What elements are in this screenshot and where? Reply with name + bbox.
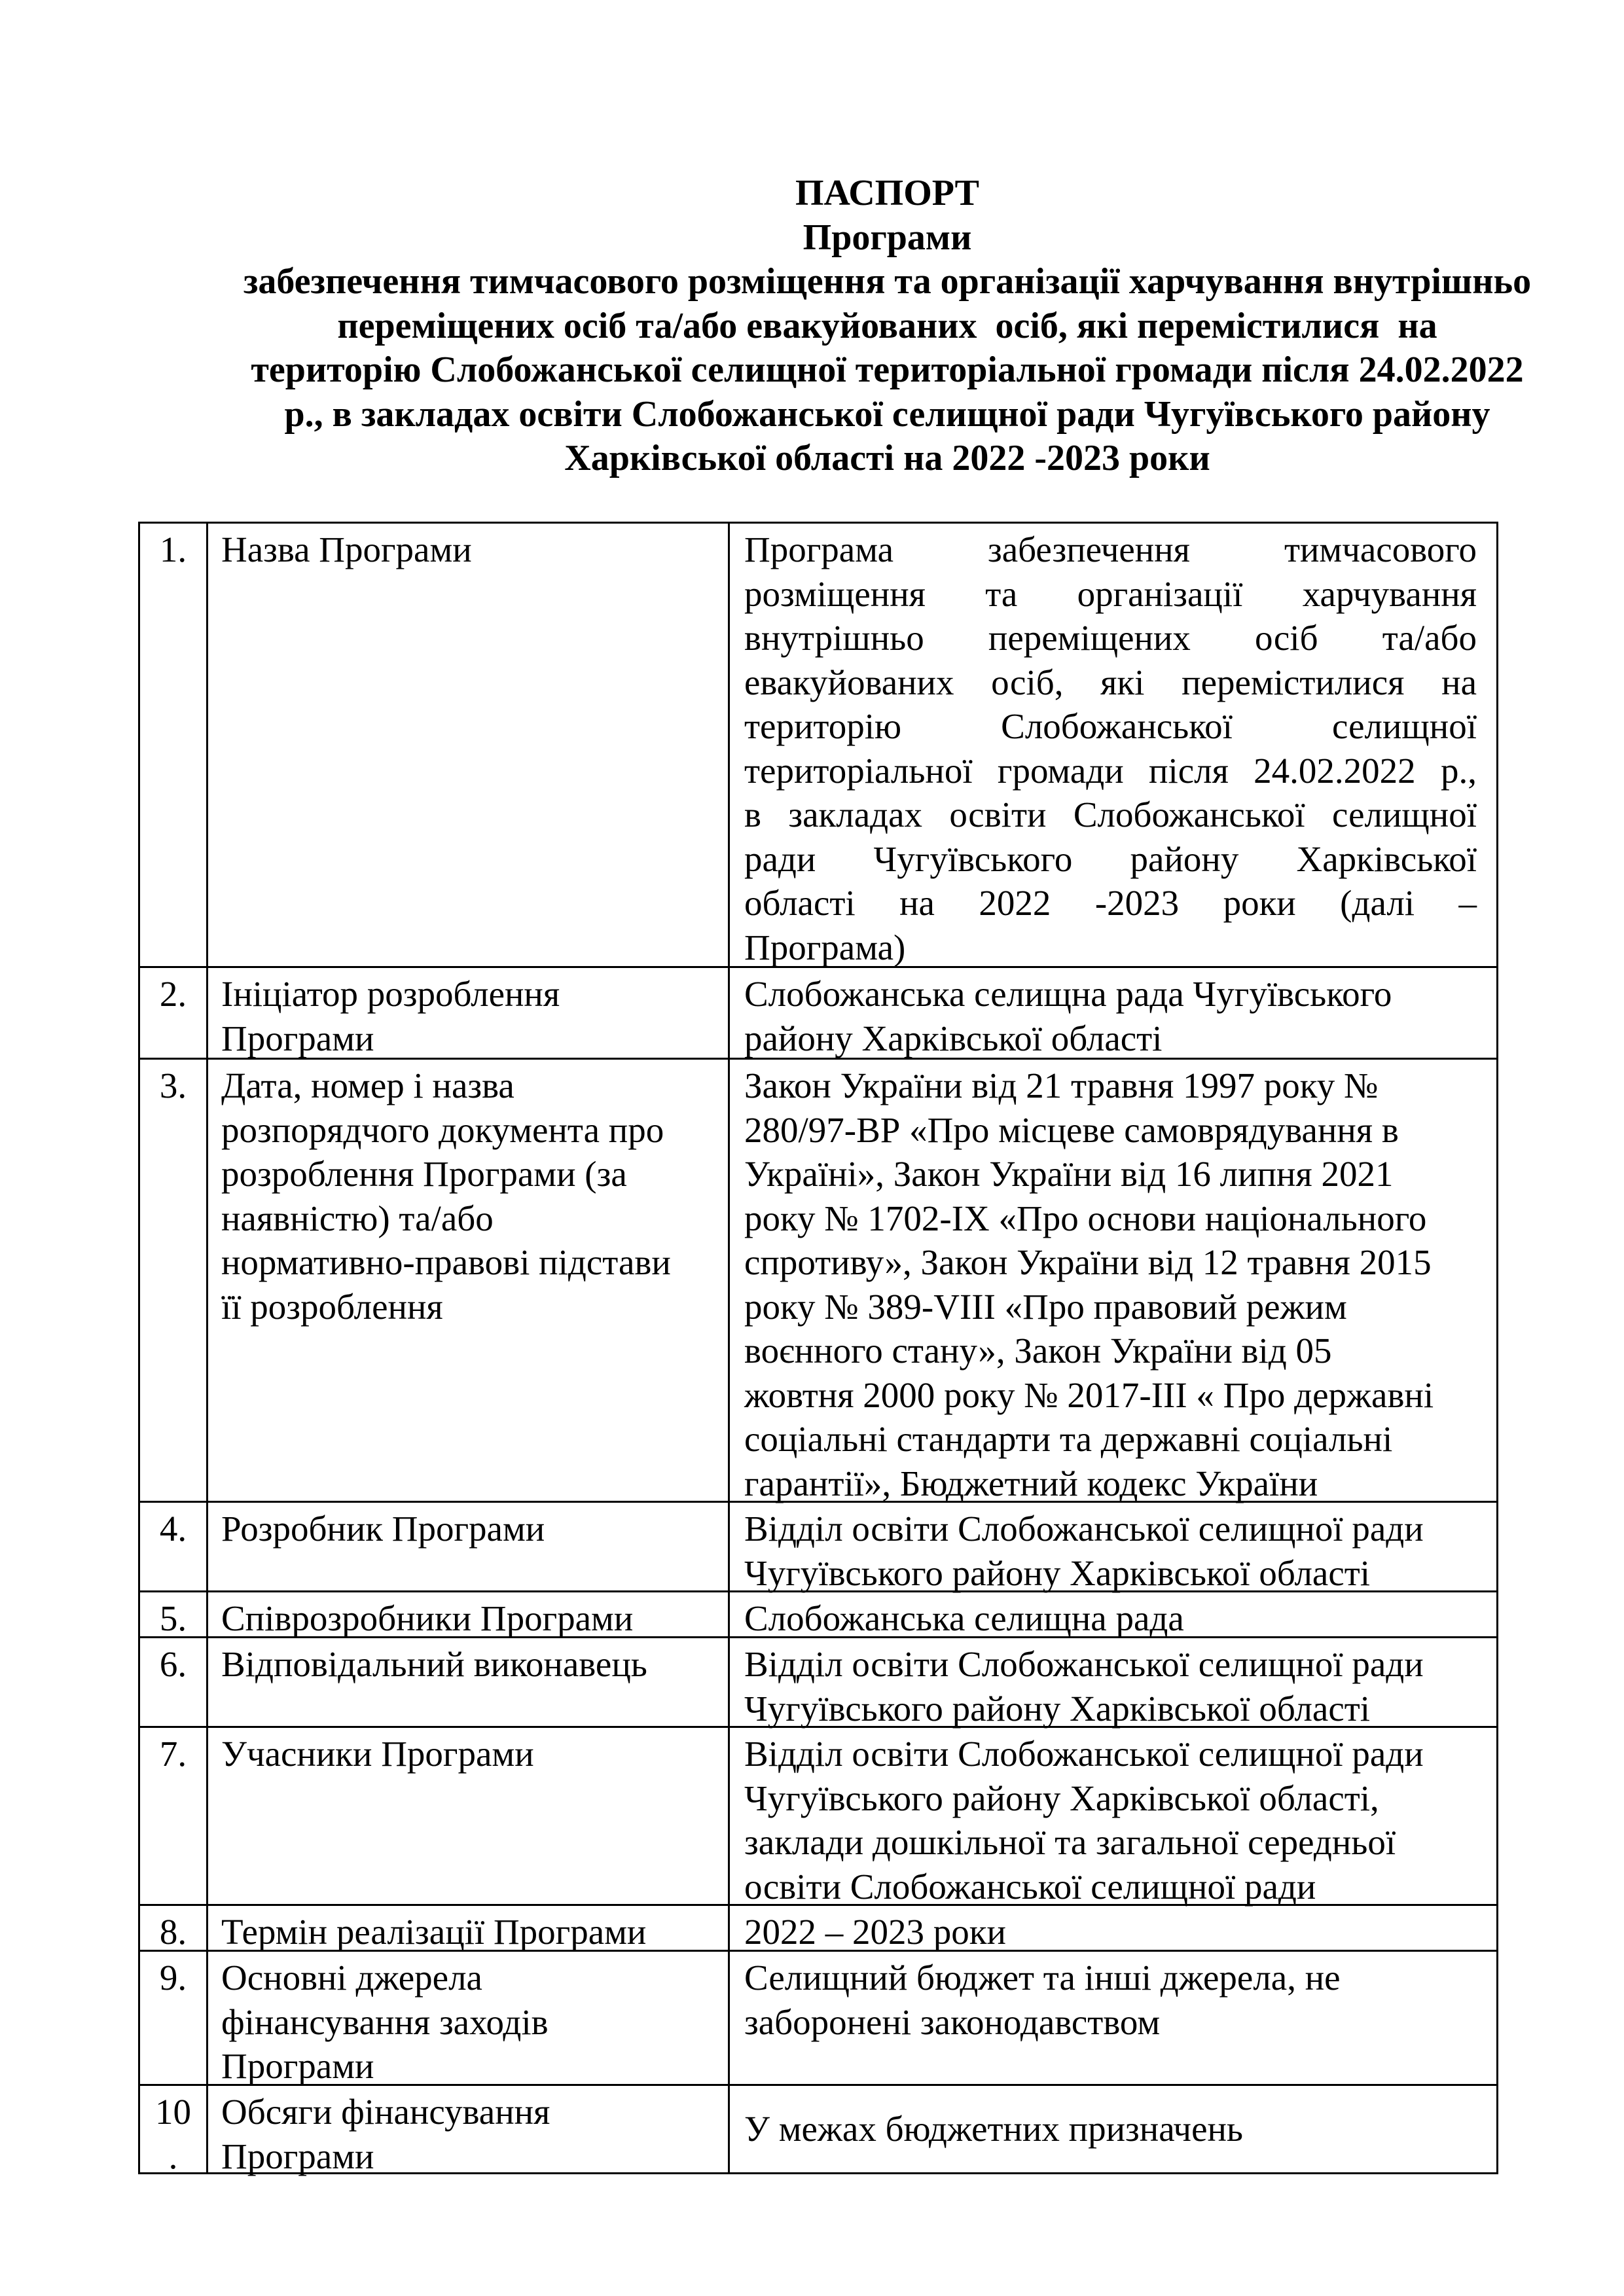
title-line: Програми	[803, 217, 972, 258]
title-line: переміщених осіб та/або евакуйованих осіб, які перемістилися на	[337, 305, 1437, 346]
row-value-line: соціальні стандарти та державні соціальні	[744, 1419, 1393, 1459]
row-number-line: 10	[155, 2092, 191, 2132]
row-label	[208, 1906, 730, 1950]
row-label-line: Обсяги фінансування	[221, 2092, 550, 2132]
row-label-line: Розробник Програми	[221, 1509, 545, 1549]
row-value-line: розміщення та організації харчування	[744, 573, 1477, 614]
row-number	[138, 1592, 208, 1636]
row-number	[138, 1503, 208, 1590]
row-value-line: 280/97-ВР «Про місцеве самоврядування в	[744, 1109, 1399, 1150]
row-label-line: Назва Програми	[221, 529, 472, 569]
row-value-line: спротиву», Закон України від 12 травня 2015	[744, 1242, 1432, 1282]
row-value-line: Слобожанська селищна рада	[744, 1598, 1184, 1638]
row-value	[730, 2086, 1498, 2172]
row-value-line: Відділ освіти Слобожанської селищної ради	[744, 1509, 1424, 1549]
passport-table	[138, 522, 1498, 2176]
row-value-line: гарантії», Бюджетний кодекс України	[744, 1463, 1318, 1503]
row-value-line: Програма забезпечення тимчасового	[744, 529, 1477, 569]
row-value-line: року № 1702-IX «Про основи національного	[744, 1198, 1427, 1238]
table-row	[138, 1638, 1498, 1728]
row-number	[138, 968, 208, 1058]
row-value-line: територіальної громади після 24.02.2022 р.,	[744, 750, 1477, 791]
row-number	[138, 2086, 208, 2176]
row-value	[730, 1503, 1498, 1593]
row-label-line: Програми	[221, 2046, 374, 2086]
row-value-line: евакуйованих осіб, які перемістилися на	[744, 662, 1477, 702]
row-label-line: наявністю) та/або	[221, 1198, 494, 1238]
row-label	[208, 1503, 730, 1590]
row-number-line: 6.	[159, 1644, 187, 1684]
row-value-line: Селищний бюджет та інші джерела, не	[744, 1958, 1341, 1998]
row-value-line: заклади дошкільної та загальної середньої	[744, 1822, 1396, 1862]
row-value-line: внутрішньо переміщених осіб та/або	[744, 618, 1477, 658]
row-label-line: її розроблення	[221, 1286, 443, 1327]
title-line: територію Слобожанської селищної територіальної громади після 24.02.2022	[251, 350, 1524, 390]
row-number-line: 9.	[159, 1958, 187, 1998]
row-number	[138, 1728, 208, 1904]
row-value-line: ради Чугуївського району Харківської	[744, 838, 1477, 879]
row-value-line: Чугуївського району Харківської області	[744, 1552, 1371, 1593]
table-row	[138, 1906, 1498, 1952]
document-title	[0, 171, 1624, 481]
row-number	[138, 1060, 208, 1501]
row-number-line: 5.	[159, 1598, 187, 1638]
row-label-line: Основні джерела	[221, 1958, 482, 1998]
row-label-line: розроблення Програми (за	[221, 1154, 627, 1194]
row-label	[208, 1592, 730, 1636]
row-number-line: 7.	[159, 1734, 187, 1774]
row-label	[208, 524, 730, 966]
row-value-line: Закон України від 21 травня 1997 року №	[744, 1066, 1379, 1105]
row-value	[730, 968, 1498, 1058]
row-value-line: Відділ освіти Слобожанської селищної ради	[744, 1734, 1424, 1774]
row-label-line: фінансування заходів	[221, 2001, 549, 2042]
row-number	[138, 1906, 208, 1950]
title-line: ПАСПОРТ	[795, 173, 979, 213]
table-row	[138, 2086, 1498, 2174]
row-value	[730, 1728, 1498, 1907]
row-value-line: Чугуївського району Харківської області	[744, 1688, 1371, 1729]
row-label-line: Програми	[221, 1018, 374, 1058]
row-value-line: області на 2022 -2023 роки (далі –	[744, 883, 1477, 923]
row-value-line: району Харківської області	[744, 1018, 1163, 1058]
row-value	[730, 524, 1498, 966]
table-row	[138, 1952, 1498, 2086]
row-label-line: Співрозробники Програми	[221, 1598, 634, 1638]
row-label-line: Учасники Програми	[221, 1734, 534, 1774]
row-value-line: року № 389-VIII «Про правовий режим	[744, 1286, 1347, 1327]
row-label-line: Ініціатор розроблення	[221, 974, 560, 1014]
row-value-line: Програма)	[744, 927, 906, 967]
row-value-line: 2022 – 2023 роки	[744, 1912, 1006, 1952]
row-value-line: заборонені законодавством	[744, 2001, 1161, 2042]
row-label	[208, 1060, 730, 1501]
row-value-line: в закладах освіти Слобожанської селищної	[744, 795, 1477, 834]
row-number	[138, 1638, 208, 1726]
table-row	[138, 1060, 1498, 1503]
row-label-line: нормативно-правові підстави	[221, 1242, 671, 1282]
row-number-line: 3.	[159, 1066, 187, 1105]
row-value-line: воєнного стану», Закон України від 05	[744, 1331, 1332, 1371]
row-number-line: 1.	[159, 529, 187, 569]
row-value	[730, 1592, 1498, 1636]
row-value	[730, 1060, 1498, 1501]
row-label	[208, 1638, 730, 1726]
row-value-line: У межах бюджетних призначень	[744, 2109, 1243, 2149]
title-line: забезпечення тимчасового розміщення та організації харчування внутрішньо	[243, 261, 1532, 302]
table-row	[138, 968, 1498, 1060]
row-value-line: територію Слобожанської селищної	[744, 706, 1477, 746]
table-row	[138, 1592, 1498, 1638]
row-value	[730, 1638, 1498, 1729]
row-label	[208, 1728, 730, 1904]
row-number	[138, 524, 208, 966]
row-label	[208, 2086, 730, 2176]
row-value-line: Відділ освіти Слобожанської селищної ради	[744, 1644, 1424, 1684]
row-label	[208, 968, 730, 1058]
row-value-line: освіти Слобожанської селищної ради	[744, 1866, 1316, 1907]
table-row	[138, 524, 1498, 968]
row-label-line: Дата, номер і назва	[221, 1066, 514, 1105]
row-number-line: 2.	[159, 974, 187, 1014]
row-number	[138, 1952, 208, 2084]
title-line: р., в закладах освіти Слобожанської селищної ради Чугуївського району	[284, 393, 1490, 435]
row-label-line: розпорядчого документа про	[221, 1109, 664, 1150]
row-value-line: Слобожанська селищна рада Чугуївського	[744, 974, 1392, 1014]
row-number-line: .	[168, 2136, 178, 2176]
row-label-line: Відповідальний виконавець	[221, 1644, 647, 1684]
row-value-line: Україні», Закон України від 16 липня 2021	[744, 1154, 1394, 1194]
row-number-line: 4.	[159, 1509, 187, 1549]
table-row	[138, 1503, 1498, 1592]
row-value-line: жовтня 2000 року № 2017-III « Про державні	[744, 1374, 1434, 1415]
row-number-line: 8.	[159, 1912, 187, 1952]
title-line: Харківської області на 2022 -2023 роки	[564, 438, 1210, 478]
row-value-line: Чугуївського району Харківської області,	[744, 1778, 1379, 1818]
row-value	[730, 1906, 1498, 1950]
row-label	[208, 1952, 730, 2084]
table-row	[138, 1728, 1498, 1906]
row-label-line: Термін реалізації Програми	[221, 1912, 647, 1952]
row-label-line: Програми	[221, 2136, 374, 2176]
row-value	[730, 1952, 1498, 2084]
